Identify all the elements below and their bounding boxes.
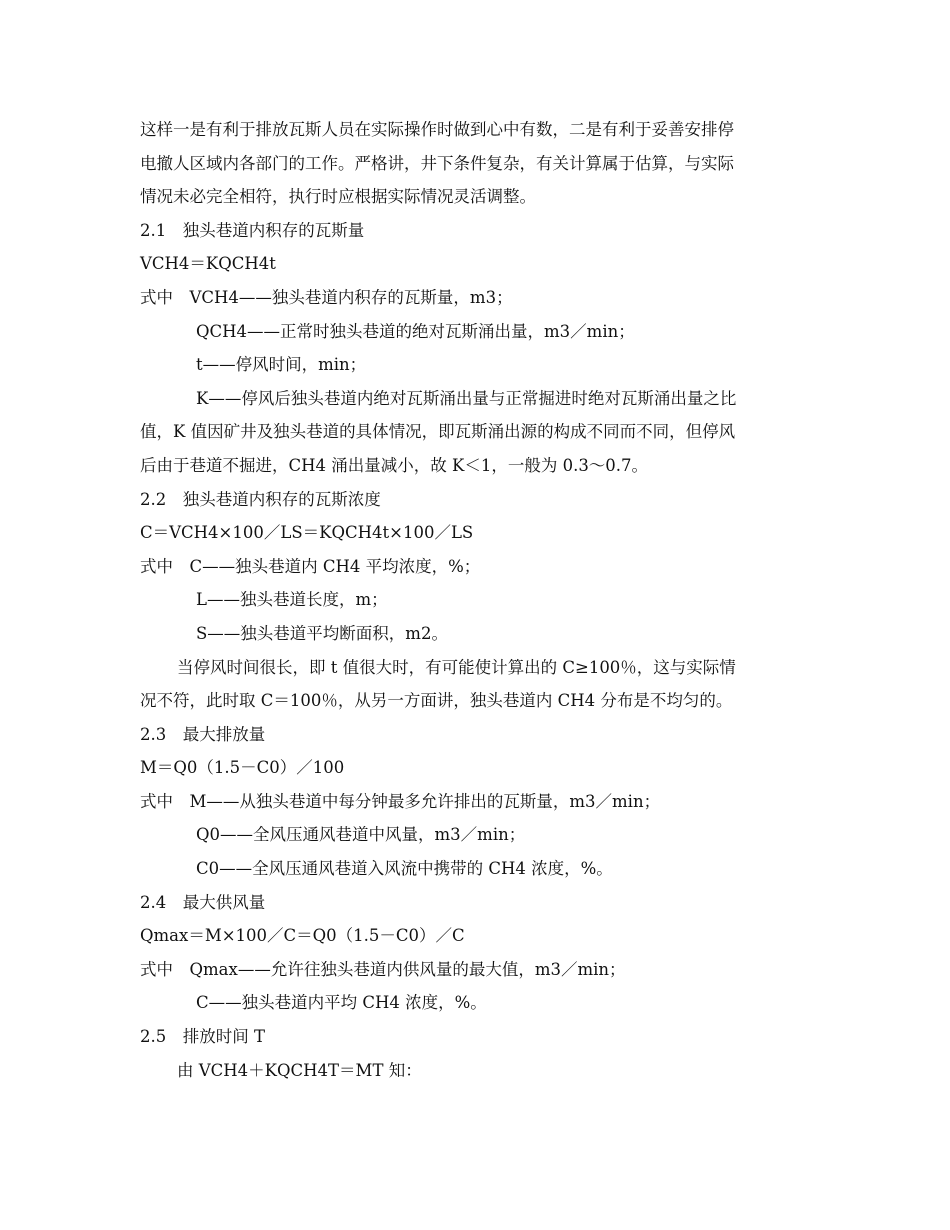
paragraph-line: 当停风时间很长，即 t 值很大时，有可能使计算出的 C≥100％，这与实际情: [177, 657, 736, 677]
definition-line: Q0——全风压通风巷道中风量，m3／min；: [196, 825, 526, 845]
paragraph-line: 后由于巷道不掘进，CH4 涌出量减小，故 K＜1，一般为 0.3～0.7。: [140, 455, 649, 475]
definition-line: 式中 VCH4——独头巷道内积存的瓦斯量，m3；: [140, 287, 513, 307]
formula-line: VCH4＝KQCH4t: [140, 254, 276, 274]
paragraph-line: 值，K 值因矿井及独头巷道的具体情况，即瓦斯涌出源的构成不同而不同，但停风: [140, 422, 736, 442]
definition-line: S——独头巷道平均断面积，m2。: [196, 623, 448, 643]
paragraph-line: 由 VCH4＋KQCH4T＝MT 知：: [177, 1060, 422, 1080]
definition-line: 式中 C——独头巷道内 CH4 平均浓度，%；: [140, 556, 481, 576]
paragraph-line: 这样一是有利于排放瓦斯人员在实际操作时做到心中有数，二是有利于妥善安排停: [140, 120, 734, 139]
paragraph-line: 情况未必完全相符，执行时应根据实际情况灵活调整。: [140, 187, 536, 207]
definition-line: 式中 M——从独头巷道中每分钟最多允许排出的瓦斯量，m3／min；: [140, 791, 661, 811]
paragraph-line: 况不符，此时取 C＝100％，从另一方面讲，独头巷道内 CH4 分布是不均匀的。: [140, 691, 733, 711]
definition-line: C——独头巷道内平均 CH4 浓度，%。: [196, 993, 487, 1013]
definition-line: K——停风后独头巷道内绝对瓦斯涌出量与正常掘进时绝对瓦斯涌出量之比: [196, 388, 737, 408]
definition-line: t——停风时间，min；: [196, 355, 367, 375]
definition-line: L——独头巷道长度，m；: [196, 590, 388, 610]
definition-line: QCH4——正常时独头巷道的绝对瓦斯涌出量，m3／min；: [196, 321, 635, 341]
section-heading: 2.5 排放时间 T: [140, 1027, 265, 1047]
formula-line: Qmax＝M×100／C＝Q0（1.5－C0）／C: [140, 926, 465, 946]
document-body: [140, 113, 820, 1087]
section-heading: 2.2 独头巷道内积存的瓦斯浓度: [140, 489, 381, 509]
paragraph-line: 电撤人区域内各部门的工作。严格讲，井下条件复杂，有关计算属于估算，与实际: [140, 153, 734, 173]
section-heading: 2.3 最大排放量: [140, 724, 266, 744]
section-heading: 2.1 独头巷道内积存的瓦斯量: [140, 220, 365, 240]
formula-line: C＝VCH4×100／LS＝KQCH4t×100／LS: [140, 523, 474, 543]
definition-line: C0——全风压通风巷道入风流中携带的 CH4 浓度，%。: [196, 859, 613, 879]
formula-line: M＝Q0（1.5－C0）／100: [140, 758, 345, 778]
section-heading: 2.4 最大供风量: [140, 892, 266, 912]
definition-line: 式中 Qmax——允许往独头巷道内供风量的最大值，m3／min；: [140, 959, 626, 979]
